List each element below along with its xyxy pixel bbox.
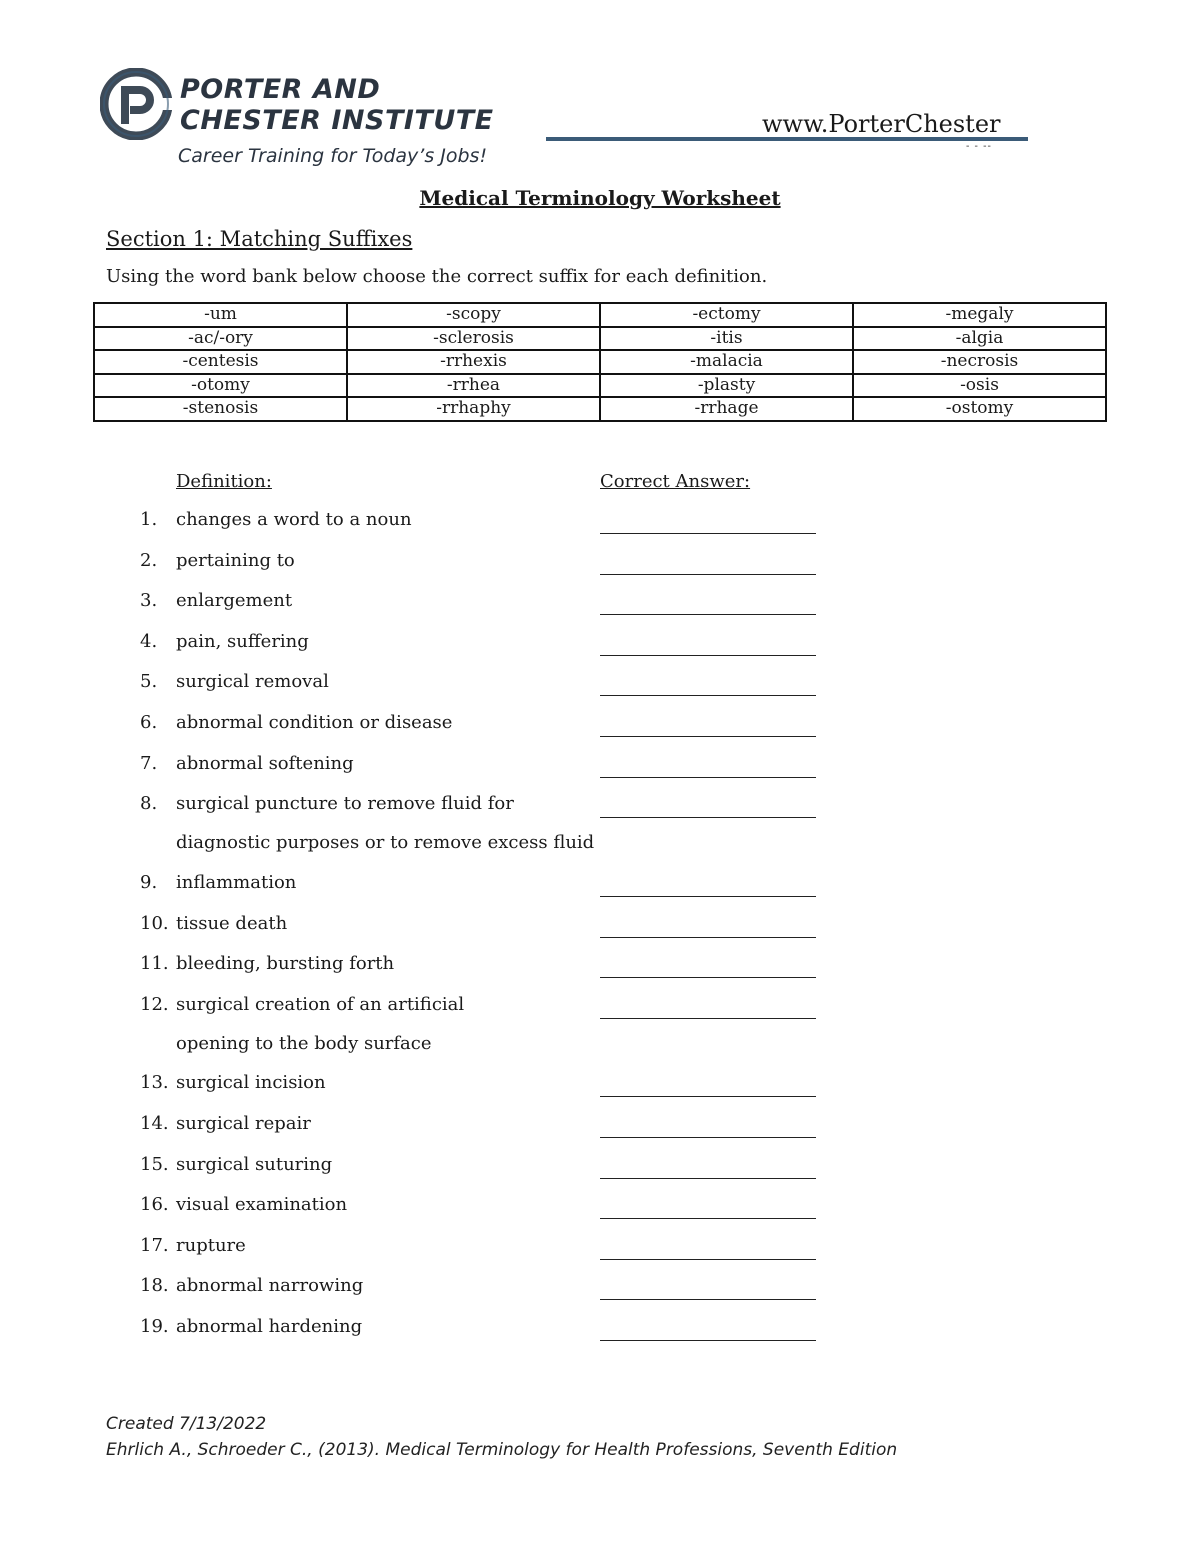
- answer-blank[interactable]: [600, 1178, 816, 1179]
- item-number: 16.: [140, 1194, 169, 1216]
- item-number: 19.: [140, 1316, 169, 1337]
- word-bank-cell: -itis: [600, 327, 853, 351]
- word-bank-row: [94, 303, 1106, 327]
- answer-blank[interactable]: [600, 1259, 816, 1260]
- definition-item: [0, 793, 1200, 833]
- definition-column-header: Definition:: [176, 471, 272, 492]
- item-number: 9.: [140, 871, 158, 893]
- answer-blank[interactable]: [600, 574, 816, 575]
- word-bank-cell: -rrhage: [600, 397, 853, 421]
- answer-blank[interactable]: [600, 1137, 816, 1138]
- answer-blank[interactable]: [600, 655, 816, 656]
- definition-item: [0, 712, 1200, 752]
- definition-text-continued: diagnostic purposes or to remove excess fluid: [176, 832, 595, 854]
- definition-text: pertaining to: [176, 549, 295, 571]
- brand-name: [180, 74, 494, 136]
- definition-text: surgical creation of an artificial: [176, 993, 465, 1015]
- definition-text: bleeding, bursting forth: [176, 953, 395, 975]
- definition-text: surgical repair: [176, 1113, 311, 1134]
- word-bank-cell: -sclerosis: [347, 327, 600, 351]
- definition-item: [0, 953, 1200, 993]
- item-number: 17.: [140, 1234, 169, 1256]
- item-number: 1.: [140, 509, 158, 530]
- definition-item: [0, 631, 1200, 671]
- definition-item: [0, 550, 1200, 590]
- definition-item: [0, 1275, 1200, 1315]
- answer-blank[interactable]: [600, 1340, 816, 1341]
- answer-blank[interactable]: [600, 817, 816, 818]
- answer-blank[interactable]: [600, 937, 816, 938]
- word-bank-cell: -malacia: [600, 350, 853, 374]
- definition-item: [0, 994, 1200, 1034]
- definition-item: [0, 509, 1200, 549]
- definition-item: [0, 872, 1200, 912]
- word-bank-cell: -plasty: [600, 374, 853, 398]
- item-number: 8.: [140, 793, 158, 815]
- word-bank-cell: -ostomy: [853, 397, 1106, 421]
- word-bank-cell: -centesis: [94, 350, 347, 374]
- word-bank-cell: -scopy: [347, 303, 600, 327]
- word-bank-row: [94, 350, 1106, 374]
- definition-text: changes a word to a noun: [176, 509, 412, 530]
- porter-chester-logo-icon: [100, 68, 172, 140]
- item-number: 13.: [140, 1072, 169, 1094]
- item-number: 10.: [140, 912, 169, 934]
- tagline: Career Training for Today’s Jobs!: [178, 145, 488, 167]
- answer-blank[interactable]: [600, 1218, 816, 1219]
- definition-text: abnormal softening: [176, 752, 354, 774]
- word-bank-cell: -algia: [853, 327, 1106, 351]
- definition-item: [0, 1154, 1200, 1194]
- word-bank-cell: -rrhexis: [347, 350, 600, 374]
- answer-blank[interactable]: [600, 1018, 816, 1019]
- definition-text: rupture: [176, 1234, 246, 1256]
- definition-text: inflammation: [176, 871, 297, 893]
- answer-blank[interactable]: [600, 533, 816, 534]
- definition-text: abnormal condition or disease: [176, 712, 453, 733]
- definition-text: tissue death: [176, 912, 288, 934]
- definition-item: [0, 1113, 1200, 1153]
- definition-item: [0, 1235, 1200, 1275]
- answer-blank[interactable]: [600, 614, 816, 615]
- definition-text: enlargement: [176, 590, 293, 612]
- definition-text-continued: opening to the body surface: [176, 1032, 432, 1054]
- word-bank-cell: -stenosis: [94, 397, 347, 421]
- definition-item: [0, 1194, 1200, 1234]
- word-bank-cell: -otomy: [94, 374, 347, 398]
- definition-text: pain, suffering: [176, 630, 309, 652]
- definition-text: visual examination: [176, 1194, 348, 1216]
- answer-blank[interactable]: [600, 1299, 816, 1300]
- answer-blank[interactable]: [600, 736, 816, 737]
- definition-text: surgical removal: [176, 671, 329, 693]
- definition-item: [0, 1072, 1200, 1112]
- section-heading: Section 1: Matching Suffixes: [106, 227, 413, 251]
- definition-item: [0, 1316, 1200, 1356]
- word-bank-cell: -necrosis: [853, 350, 1106, 374]
- definition-text: surgical suturing: [176, 1153, 333, 1175]
- word-bank-cell: -megaly: [853, 303, 1106, 327]
- document-title: Medical Terminology Worksheet: [419, 186, 781, 210]
- answer-blank[interactable]: [600, 695, 816, 696]
- brand-line-1: PORTER AND: [180, 74, 381, 105]
- brand-line-2: CHESTER INSTITUTE: [180, 105, 494, 136]
- word-bank-cell: -ectomy: [600, 303, 853, 327]
- answer-column-header: Correct Answer:: [600, 471, 751, 492]
- answer-blank[interactable]: [600, 1096, 816, 1097]
- definition-item: [0, 753, 1200, 793]
- word-bank-row: [94, 374, 1106, 398]
- item-number: 12.: [140, 993, 169, 1015]
- word-bank-table: [93, 302, 1107, 422]
- item-number: 14.: [140, 1113, 169, 1134]
- website-link[interactable]: www.PorterChester: [762, 110, 1001, 138]
- word-bank-cell: -ac/-ory: [94, 327, 347, 351]
- word-bank-row: [94, 327, 1106, 351]
- created-date: Created 7/13/2022: [106, 1414, 267, 1434]
- definition-text: surgical puncture to remove fluid for: [176, 793, 514, 815]
- website-tail: - - --: [966, 141, 992, 152]
- word-bank-cell: -rrhea: [347, 374, 600, 398]
- definition-text: abnormal narrowing: [176, 1275, 364, 1297]
- item-number: 7.: [140, 752, 158, 774]
- answer-blank[interactable]: [600, 896, 816, 897]
- definition-text: abnormal hardening: [176, 1316, 363, 1337]
- item-number: 4.: [140, 630, 158, 652]
- definition-item: [0, 671, 1200, 711]
- word-bank-cell: -rrhaphy: [347, 397, 600, 421]
- word-bank-row: [94, 397, 1106, 421]
- definition-text: surgical incision: [176, 1072, 326, 1094]
- answer-blank[interactable]: [600, 977, 816, 978]
- word-bank-cell: -um: [94, 303, 347, 327]
- item-number: 2.: [140, 549, 158, 571]
- item-number: 11.: [140, 953, 169, 975]
- answer-blank[interactable]: [600, 777, 816, 778]
- instructions: Using the word bank below choose the correct suffix for each definition.: [106, 266, 768, 287]
- definition-item: [0, 590, 1200, 630]
- citation: Ehrlich A., Schroeder C., (2013). Medical Terminology for Health Professions, Seventh Edition: [106, 1440, 898, 1460]
- item-number: 18.: [140, 1275, 169, 1297]
- word-bank-cell: -osis: [853, 374, 1106, 398]
- item-number: 6.: [140, 712, 158, 733]
- item-number: 5.: [140, 671, 158, 693]
- definition-item: [0, 913, 1200, 953]
- item-number: 3.: [140, 590, 158, 612]
- item-number: 15.: [140, 1153, 169, 1175]
